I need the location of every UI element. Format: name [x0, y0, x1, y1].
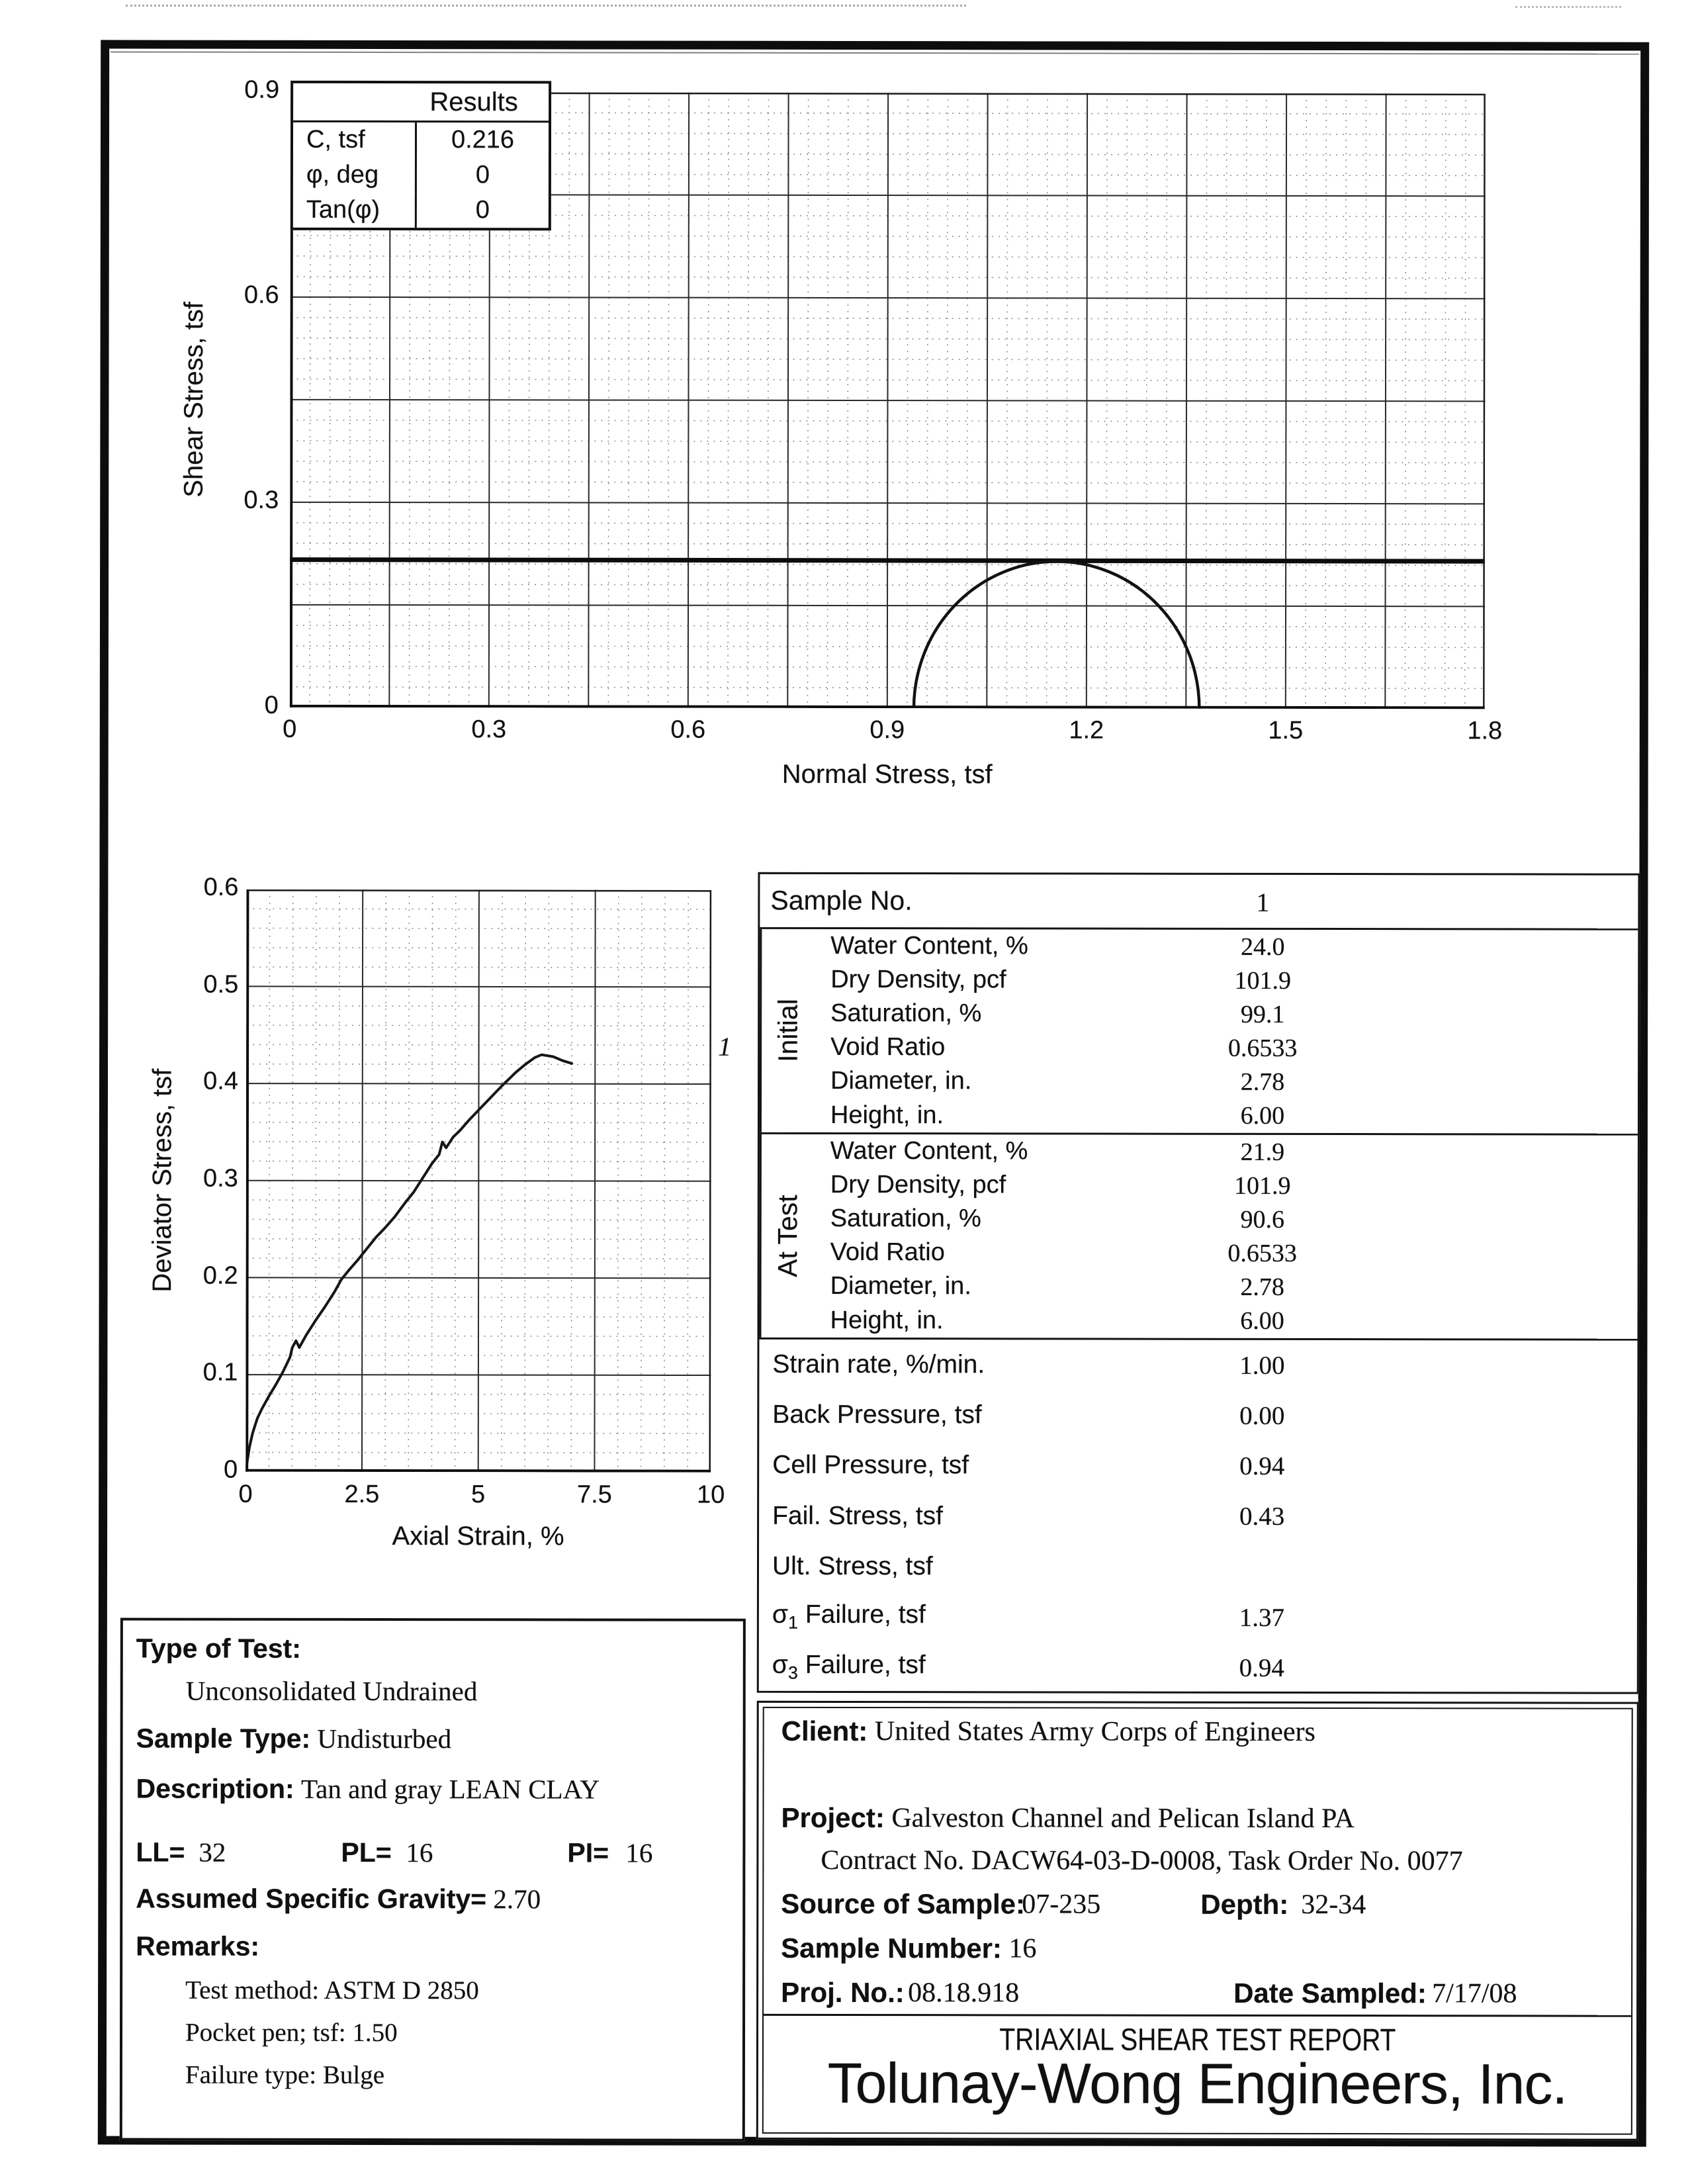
results-row-label: φ, deg: [293, 158, 417, 193]
client-spacer1: [868, 1715, 875, 1747]
sample-number-label: Sample Number:: [781, 1932, 1002, 1964]
property-value: 6.00: [1240, 1306, 1284, 1335]
report-title-text: TRIAXIAL SHEAR TEST REPORT: [999, 2021, 1396, 2058]
table-row: [815, 1202, 1638, 1237]
property-label: Water Content, %: [830, 1137, 1028, 1165]
projno-date-row: [764, 1975, 1631, 2012]
table-row: [815, 997, 1638, 1032]
property-label: Dry Density, pcf: [830, 966, 1006, 994]
remark-text: Failure type: Bulge: [185, 2060, 385, 2089]
sample-type-text: Undisturbed: [317, 1723, 452, 1754]
at-test-group-label: At Test: [759, 1134, 814, 1338]
results-table-title: Results: [293, 83, 549, 123]
results-table-rows: [293, 122, 549, 228]
property-value: 0.6533: [1227, 1034, 1298, 1062]
curve-series-label: 1: [718, 1031, 732, 1062]
results-table: [290, 81, 551, 231]
parameter-value: 1.00: [1239, 1351, 1285, 1380]
table-row: [815, 1030, 1638, 1066]
strain-x-axis-ticks: [238, 1480, 725, 1513]
remark-line: [122, 2057, 805, 2092]
client-project-box: [756, 1701, 1639, 2141]
sample-type-value: [310, 1723, 317, 1754]
x-tick-label: 0: [238, 1480, 253, 1508]
source-depth-row: [764, 1886, 1631, 1923]
y-tick-label: 0.9: [244, 75, 280, 104]
pl-value: 16: [406, 1837, 433, 1868]
contract-line: Contract No. DACW64-03-D-0008, Task Order No. 0077: [821, 1844, 1463, 1877]
sample-number-spacer: [1002, 1933, 1009, 1964]
source-of-sample-value: 07-235: [1022, 1889, 1101, 1920]
property-label: Height, in.: [830, 1101, 944, 1129]
x-tick-label: 0: [283, 715, 297, 743]
strain-y-axis-title: Deviator Stress, tsf: [148, 1068, 177, 1293]
table-row: [759, 1541, 1637, 1593]
x-tick-label: 1.5: [1268, 716, 1304, 745]
table-row: [815, 1134, 1638, 1169]
initial-group-rows: [815, 929, 1638, 1134]
property-label: Diameter, in.: [830, 1067, 972, 1095]
property-label: Saturation, %: [830, 999, 982, 1028]
date-sampled-value: 7/17/08: [1432, 1978, 1517, 2009]
proj-no-label: Proj. No.:: [781, 1976, 905, 2009]
table-row: [759, 1592, 1637, 1643]
project-value: Galveston Channel and Pelican Island PA: [891, 1803, 1355, 1835]
type-of-test-value: Unconsolidated Undrained: [185, 1675, 478, 1707]
sample-no-value: 1: [1256, 887, 1270, 917]
description-spacer: [294, 1773, 301, 1805]
mohr-y-axis-title: Shear Stress, tsf: [179, 301, 209, 498]
atterberg-limits-row: [122, 1835, 742, 1870]
table-row: [815, 1168, 1638, 1203]
table-row: [815, 1269, 1638, 1304]
property-value: 2.78: [1240, 1273, 1284, 1301]
sample-no-label: Sample No.: [770, 885, 913, 916]
x-tick-label: 10: [696, 1480, 725, 1509]
parameter-label: Ult. Stress, tsf: [772, 1551, 933, 1581]
type-of-test-label: Type of Test:: [136, 1633, 301, 1664]
property-label: Void Ratio: [830, 1238, 945, 1267]
table-row: [815, 929, 1638, 964]
parameter-label: Fail. Stress, tsf: [772, 1501, 944, 1530]
parameter-value: 0.94: [1239, 1653, 1284, 1682]
project-label: Project:: [781, 1801, 885, 1834]
x-tick-label: 0.9: [869, 716, 905, 745]
y-tick-label: 0: [264, 691, 279, 719]
table-row: [759, 1490, 1637, 1542]
results-row-value: 0: [475, 196, 490, 224]
specific-gravity-value: 2.70: [493, 1884, 541, 1915]
remarks-label: Remarks:: [136, 1931, 260, 1962]
y-tick-label: 0.6: [203, 873, 239, 901]
pl-label: PL=: [341, 1837, 392, 1868]
property-value: 101.9: [1234, 966, 1292, 995]
table-row: [815, 1064, 1638, 1099]
depth-label: Depth:: [1200, 1888, 1289, 1920]
table-row: [759, 1340, 1637, 1391]
property-value: 21.9: [1240, 1138, 1285, 1166]
pi-label: PI=: [567, 1837, 609, 1868]
description-value: Tan and gray LEAN CLAY: [300, 1773, 600, 1805]
stress-strain-chart: [245, 889, 711, 1473]
initial-group-label: Initial: [760, 929, 815, 1132]
parameter-value: 0.94: [1239, 1451, 1285, 1480]
mohr-y-axis-ticks: [212, 75, 280, 719]
remark-line: [122, 2015, 805, 2050]
company-name: Tolunay-Wong Engineers, Inc.: [827, 2051, 1568, 2116]
y-tick-label: 0.6: [244, 281, 279, 309]
x-tick-label: 0.6: [670, 715, 706, 744]
parameter-value: 0.43: [1239, 1502, 1285, 1531]
property-value: 24.0: [1241, 933, 1285, 961]
ll-value: 32: [199, 1837, 226, 1868]
parameter-label: Strain rate, %/min.: [772, 1349, 985, 1379]
y-tick-label: 0.5: [203, 970, 239, 999]
property-label: Dry Density, pcf: [830, 1171, 1006, 1199]
property-label: Diameter, in.: [830, 1272, 971, 1300]
ll-label: LL=: [136, 1837, 185, 1868]
footer-divider-line: [764, 2014, 1631, 2017]
table-row: [815, 963, 1638, 998]
table-row: [759, 1440, 1637, 1492]
proj-no-value: 08.18.918: [908, 1978, 1020, 2009]
depth-value: 32-34: [1301, 1889, 1366, 1921]
results-row-label: Tan(φ): [293, 193, 417, 228]
table-row: [814, 1303, 1637, 1338]
project-spacer: [885, 1802, 892, 1834]
remark-line: [122, 1972, 805, 2007]
y-tick-label: 0.4: [203, 1067, 239, 1096]
client-value: United States Army Corps of Engineers: [874, 1716, 1315, 1747]
table-row: [815, 1236, 1638, 1271]
y-tick-label: 0.2: [202, 1261, 238, 1290]
property-label: Height, in.: [830, 1306, 944, 1334]
y-tick-label: 0.1: [202, 1358, 238, 1387]
parameter-label: $\sigma_3$ Failure, tsf: [772, 1651, 926, 1684]
date-sampled-label: Date Sampled:: [1233, 1977, 1427, 2009]
mohr-x-axis-ticks: [283, 715, 1503, 749]
sample-number-value: 16: [1008, 1933, 1037, 1964]
parameter-value: 0.00: [1239, 1401, 1285, 1430]
results-row: [293, 122, 549, 158]
property-value: 2.78: [1240, 1068, 1285, 1096]
property-value: 0.6533: [1227, 1239, 1297, 1267]
results-row-value: 0: [475, 161, 490, 189]
description-label: Description:: [136, 1773, 294, 1804]
specific-gravity-label: Assumed Specific Gravity=: [136, 1883, 487, 1914]
property-label: Void Ratio: [830, 1033, 946, 1062]
pi-value: 16: [625, 1837, 653, 1868]
x-tick-label: 1.8: [1467, 717, 1503, 745]
type-of-test-box: [120, 1617, 746, 2141]
parameter-label: Cell Pressure, tsf: [772, 1451, 969, 1480]
table-row: [759, 1642, 1637, 1694]
test-parameters-rows: [759, 1340, 1638, 1694]
x-tick-label: 2.5: [344, 1480, 380, 1509]
remark-text: Pocket pen; tsf: 1.50: [185, 2018, 398, 2047]
parameter-label: $\sigma_1$ Failure, tsf: [772, 1600, 926, 1633]
table-row: [815, 1098, 1638, 1133]
sample-type-label: Sample Type:: [136, 1723, 311, 1754]
specific-gravity-spacer: [486, 1883, 493, 1915]
mohr-x-axis-title: Normal Stress, tsf: [781, 759, 993, 790]
sample-number-header-row: [760, 874, 1638, 931]
x-tick-label: 1.2: [1069, 716, 1104, 745]
sample-data-table: [757, 872, 1640, 1694]
initial-properties-group: [760, 929, 1638, 1136]
results-row-value: 0.216: [451, 126, 515, 154]
at-test-group-rows: [814, 1134, 1637, 1339]
strain-y-axis-ticks: [171, 873, 239, 1484]
parameter-label: Back Pressure, tsf: [772, 1400, 982, 1430]
table-row: [759, 1390, 1637, 1441]
property-label: Water Content, %: [830, 932, 1028, 960]
parameter-value: 1.37: [1239, 1603, 1285, 1632]
results-row-label: C, tsf: [293, 122, 417, 158]
at-test-properties-group: [759, 1134, 1637, 1341]
source-of-sample-label: Source of Sample:: [781, 1888, 1026, 1920]
results-row: [293, 193, 549, 228]
x-tick-label: 0.3: [471, 715, 507, 744]
property-value: 90.6: [1240, 1205, 1285, 1234]
y-tick-label: 0: [224, 1455, 238, 1484]
property-value: 101.9: [1234, 1171, 1291, 1200]
remark-text: Test method: ASTM D 2850: [185, 1976, 479, 2005]
property-value: 99.1: [1240, 1000, 1285, 1028]
client-box-inner-border: [762, 1707, 1633, 2135]
y-tick-label: 0.3: [244, 486, 279, 514]
x-tick-label: 7.5: [576, 1480, 612, 1509]
strain-x-axis-title: Axial Strain, %: [392, 1522, 564, 1551]
property-value: 6.00: [1240, 1101, 1285, 1130]
property-label: Saturation, %: [830, 1205, 981, 1233]
x-tick-label: 5: [471, 1480, 486, 1509]
results-row: [293, 158, 549, 193]
y-tick-label: 0.3: [202, 1164, 238, 1193]
client-label: Client:: [781, 1715, 868, 1747]
